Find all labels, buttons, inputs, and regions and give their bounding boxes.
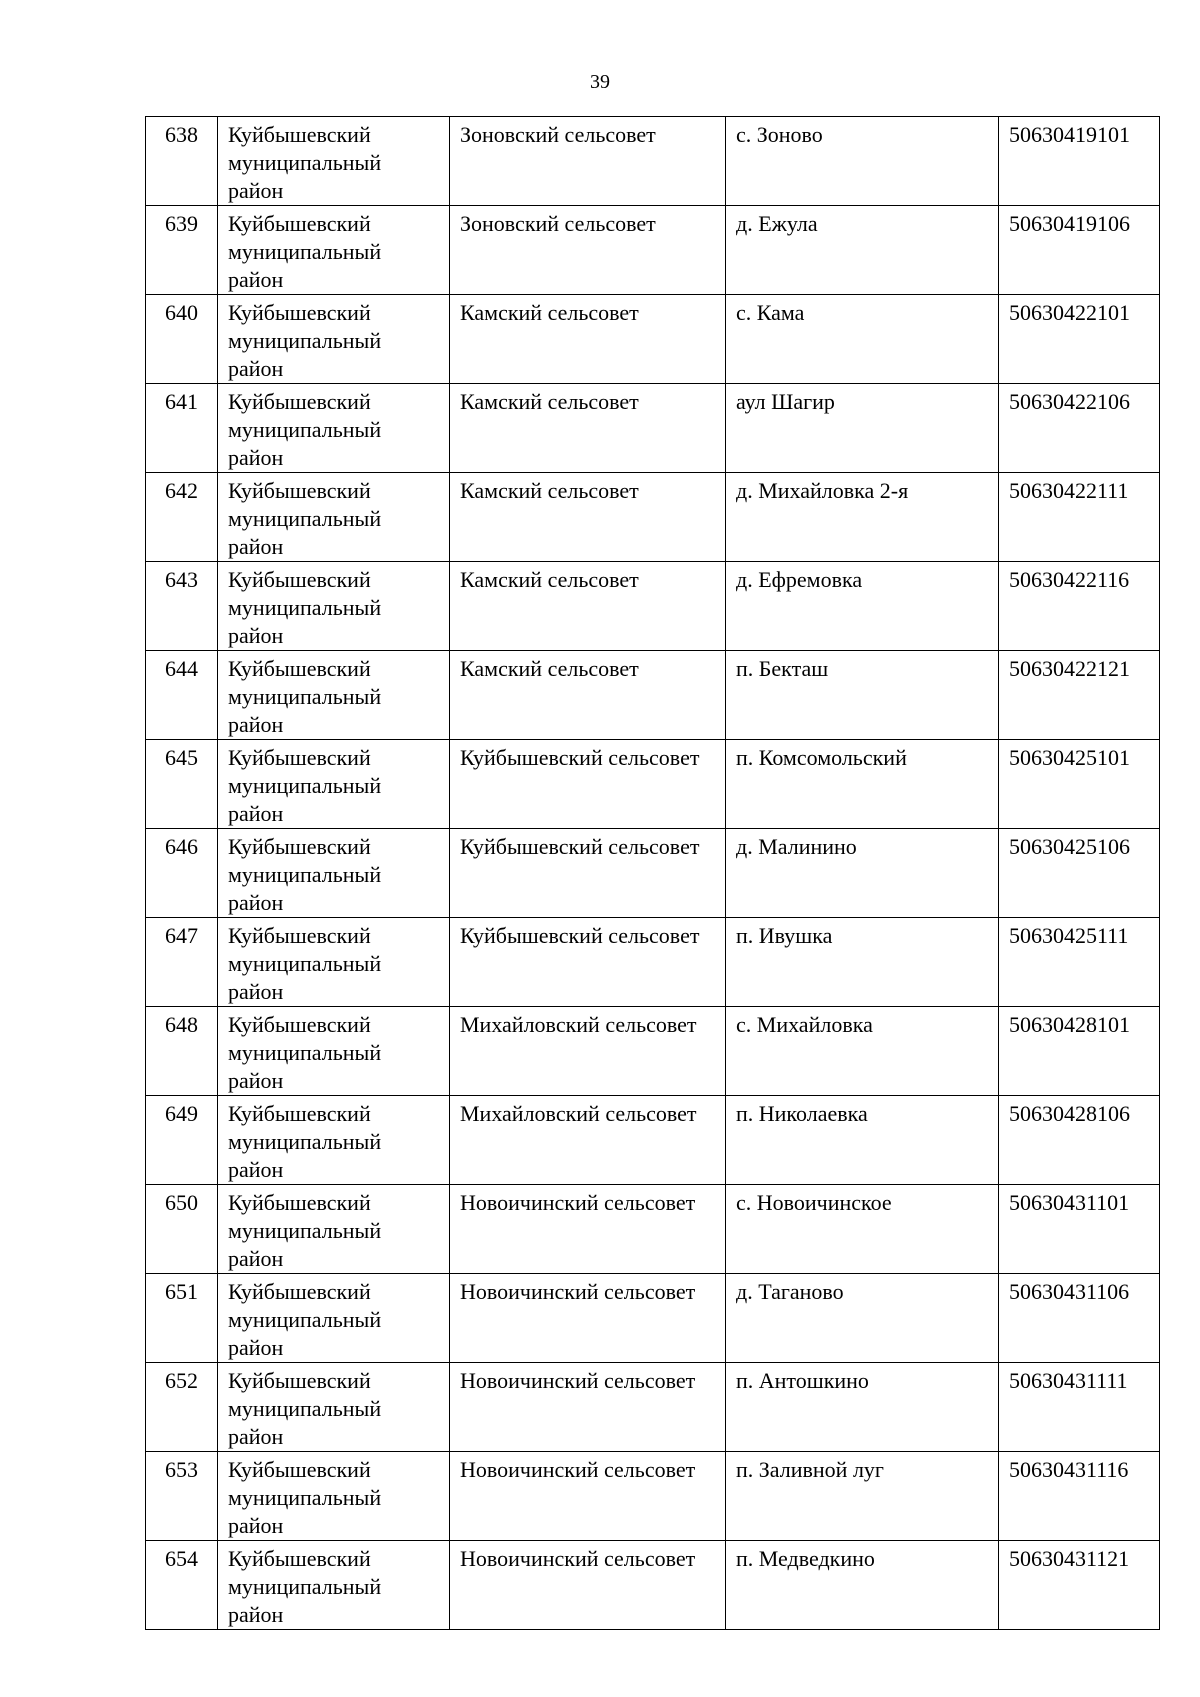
row-number-cell: 649	[146, 1096, 218, 1185]
row-number-cell: 645	[146, 740, 218, 829]
selsovet-cell: Зоновский сельсовет	[450, 117, 726, 206]
row-number-cell: 643	[146, 562, 218, 651]
selsovet-cell: Зоновский сельсовет	[450, 206, 726, 295]
locality-cell: д. Ежула	[726, 206, 999, 295]
oktmo-code-cell: 50630431111	[999, 1363, 1160, 1452]
selsovet-cell: Куйбышевский сельсовет	[450, 829, 726, 918]
row-number-cell: 641	[146, 384, 218, 473]
table-row	[146, 1363, 1160, 1452]
district-cell: Куйбышевский муниципальный район	[218, 918, 450, 1007]
row-number-cell: 652	[146, 1363, 218, 1452]
selsovet-cell: Камский сельсовет	[450, 384, 726, 473]
district-cell: Куйбышевский муниципальный район	[218, 206, 450, 295]
oktmo-code-cell: 50630425111	[999, 918, 1160, 1007]
district-cell: Куйбышевский муниципальный район	[218, 1096, 450, 1185]
selsovet-cell: Михайловский сельсовет	[450, 1096, 726, 1185]
table-row	[146, 117, 1160, 206]
settlements-table	[145, 116, 1160, 1630]
district-cell: Куйбышевский муниципальный район	[218, 1007, 450, 1096]
locality-cell: аул Шагир	[726, 384, 999, 473]
locality-cell: п. Антошкино	[726, 1363, 999, 1452]
row-number-cell: 638	[146, 117, 218, 206]
selsovet-cell: Новоичинский сельсовет	[450, 1363, 726, 1452]
locality-cell: д. Таганово	[726, 1274, 999, 1363]
selsovet-cell: Камский сельсовет	[450, 562, 726, 651]
table-body	[146, 117, 1160, 1630]
locality-cell: д. Михайловка 2-я	[726, 473, 999, 562]
district-cell: Куйбышевский муниципальный район	[218, 117, 450, 206]
table-row	[146, 473, 1160, 562]
table-row	[146, 740, 1160, 829]
oktmo-code-cell: 50630422116	[999, 562, 1160, 651]
oktmo-code-cell: 50630419101	[999, 117, 1160, 206]
row-number-cell: 644	[146, 651, 218, 740]
district-cell: Куйбышевский муниципальный район	[218, 829, 450, 918]
table-row	[146, 562, 1160, 651]
page-number: 39	[590, 71, 610, 93]
table-row	[146, 206, 1160, 295]
oktmo-code-cell: 50630428106	[999, 1096, 1160, 1185]
selsovet-cell: Камский сельсовет	[450, 473, 726, 562]
selsovet-cell: Камский сельсовет	[450, 295, 726, 384]
locality-cell: с. Новоичинское	[726, 1185, 999, 1274]
selsovet-cell: Новоичинский сельсовет	[450, 1274, 726, 1363]
row-number-cell: 654	[146, 1541, 218, 1630]
selsovet-cell: Куйбышевский сельсовет	[450, 740, 726, 829]
selsovet-cell: Новоичинский сельсовет	[450, 1541, 726, 1630]
row-number-cell: 646	[146, 829, 218, 918]
table-row	[146, 918, 1160, 1007]
locality-cell: д. Ефремовка	[726, 562, 999, 651]
table-row	[146, 1274, 1160, 1363]
oktmo-code-cell: 50630422106	[999, 384, 1160, 473]
district-cell: Куйбышевский муниципальный район	[218, 295, 450, 384]
table-row	[146, 1007, 1160, 1096]
table-row	[146, 1452, 1160, 1541]
selsovet-cell: Камский сельсовет	[450, 651, 726, 740]
locality-cell: п. Ивушка	[726, 918, 999, 1007]
locality-cell: п. Комсомольский	[726, 740, 999, 829]
row-number-cell: 639	[146, 206, 218, 295]
table-row	[146, 1096, 1160, 1185]
district-cell: Куйбышевский муниципальный район	[218, 473, 450, 562]
locality-cell: с. Зоново	[726, 117, 999, 206]
row-number-cell: 648	[146, 1007, 218, 1096]
district-cell: Куйбышевский муниципальный район	[218, 1185, 450, 1274]
district-cell: Куйбышевский муниципальный район	[218, 562, 450, 651]
row-number-cell: 640	[146, 295, 218, 384]
locality-cell: д. Малинино	[726, 829, 999, 918]
locality-cell: с. Кама	[726, 295, 999, 384]
table-row	[146, 1541, 1160, 1630]
oktmo-code-cell: 50630431101	[999, 1185, 1160, 1274]
district-cell: Куйбышевский муниципальный район	[218, 1541, 450, 1630]
table-row	[146, 1185, 1160, 1274]
oktmo-code-cell: 50630428101	[999, 1007, 1160, 1096]
oktmo-code-cell: 50630422101	[999, 295, 1160, 384]
row-number-cell: 651	[146, 1274, 218, 1363]
locality-cell: с. Михайловка	[726, 1007, 999, 1096]
oktmo-code-cell: 50630422121	[999, 651, 1160, 740]
table-row	[146, 651, 1160, 740]
table-row	[146, 829, 1160, 918]
oktmo-code-cell: 50630425101	[999, 740, 1160, 829]
district-cell: Куйбышевский муниципальный район	[218, 1363, 450, 1452]
row-number-cell: 650	[146, 1185, 218, 1274]
locality-cell: п. Медведкино	[726, 1541, 999, 1630]
district-cell: Куйбышевский муниципальный район	[218, 651, 450, 740]
selsovet-cell: Михайловский сельсовет	[450, 1007, 726, 1096]
oktmo-code-cell: 50630419106	[999, 206, 1160, 295]
row-number-cell: 647	[146, 918, 218, 1007]
district-cell: Куйбышевский муниципальный район	[218, 384, 450, 473]
locality-cell: п. Заливной луг	[726, 1452, 999, 1541]
selsovet-cell: Новоичинский сельсовет	[450, 1185, 726, 1274]
oktmo-code-cell: 50630431121	[999, 1541, 1160, 1630]
district-cell: Куйбышевский муниципальный район	[218, 740, 450, 829]
table-row	[146, 295, 1160, 384]
table-row	[146, 384, 1160, 473]
row-number-cell: 653	[146, 1452, 218, 1541]
district-cell: Куйбышевский муниципальный район	[218, 1452, 450, 1541]
locality-cell: п. Бекташ	[726, 651, 999, 740]
locality-cell: п. Николаевка	[726, 1096, 999, 1185]
row-number-cell: 642	[146, 473, 218, 562]
selsovet-cell: Новоичинский сельсовет	[450, 1452, 726, 1541]
oktmo-code-cell: 50630431116	[999, 1452, 1160, 1541]
selsovet-cell: Куйбышевский сельсовет	[450, 918, 726, 1007]
district-cell: Куйбышевский муниципальный район	[218, 1274, 450, 1363]
oktmo-code-cell: 50630425106	[999, 829, 1160, 918]
oktmo-code-cell: 50630422111	[999, 473, 1160, 562]
oktmo-code-cell: 50630431106	[999, 1274, 1160, 1363]
